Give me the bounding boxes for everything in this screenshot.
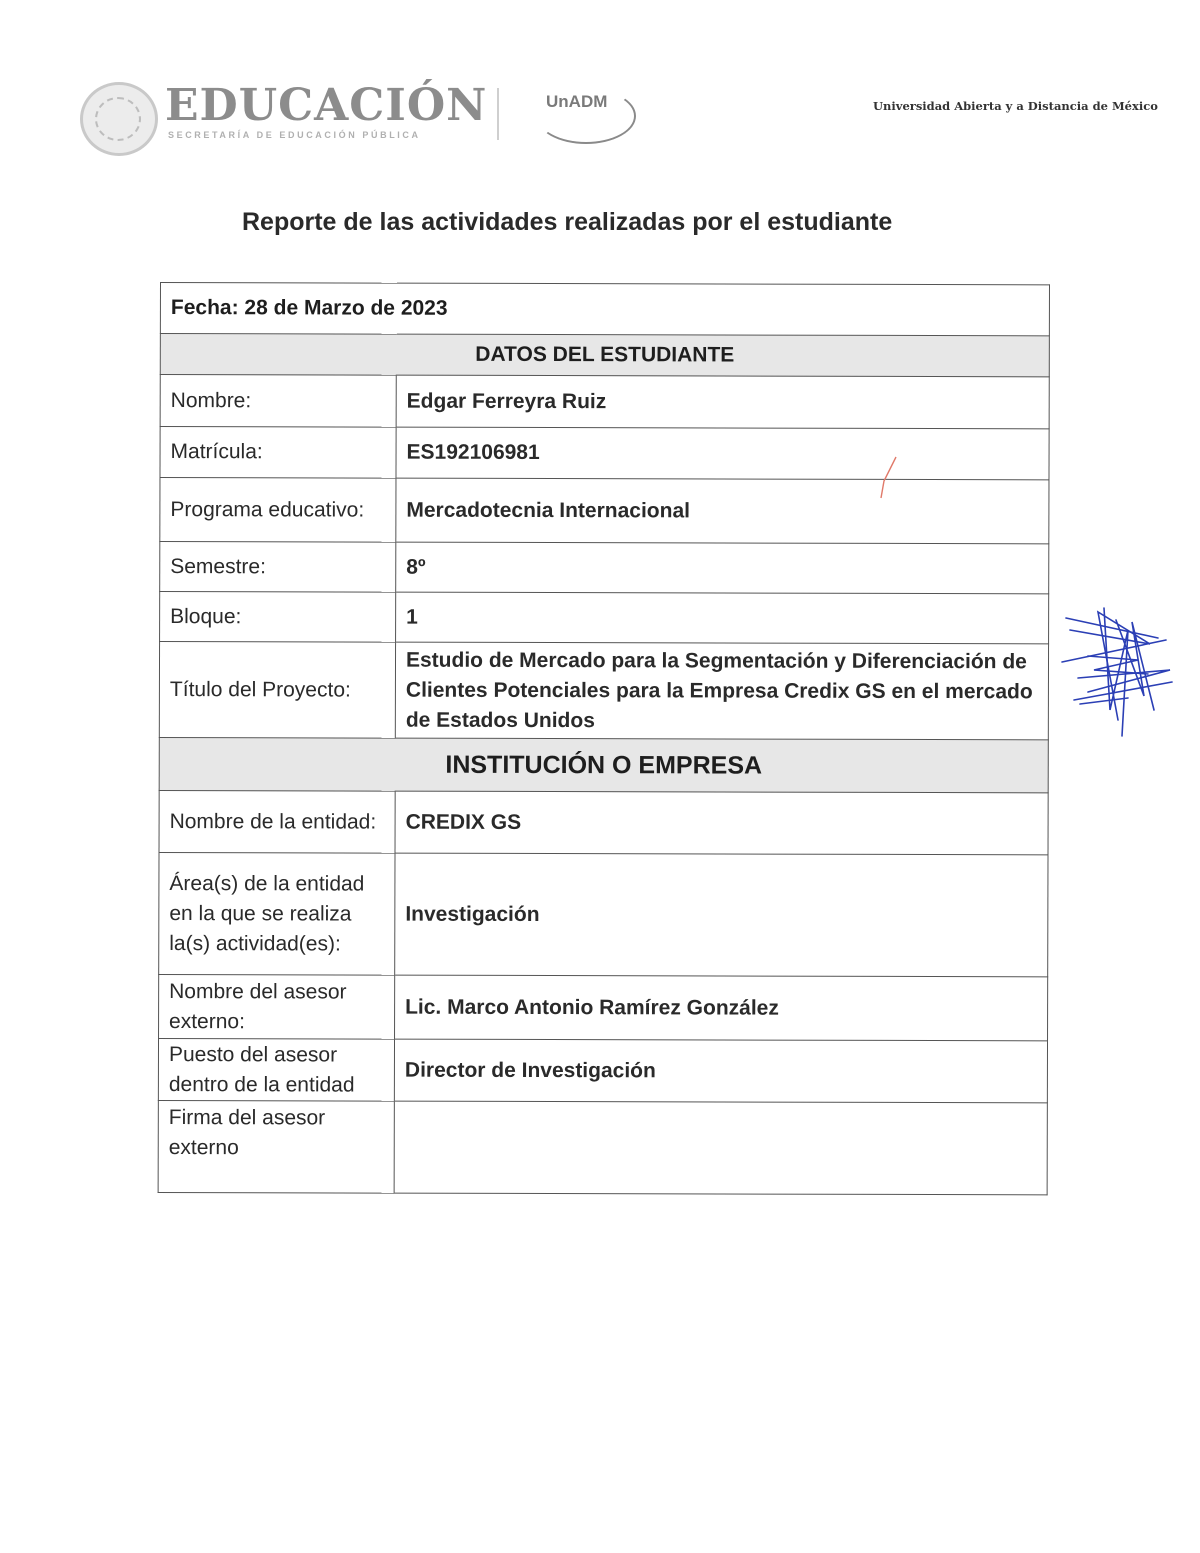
form-row-matricula — [160, 427, 1049, 480]
form-row-puesto — [158, 1038, 1047, 1102]
form-row-titulo — [159, 642, 1048, 740]
pen-mark-icon — [878, 455, 898, 500]
student-section-header — [160, 334, 1049, 377]
mexico-seal-icon — [80, 82, 158, 156]
row-label: Bloque: — [160, 592, 396, 643]
educacion-logo-subtitle: SECRETARÍA DE EDUCACIÓN PÚBLICA — [168, 130, 421, 140]
row-label: Semestre: — [160, 542, 396, 593]
signature-field — [394, 1101, 1047, 1195]
form-row-entidad — [159, 790, 1048, 854]
university-name: Universidad Abierta y a Distancia de México — [873, 99, 1158, 113]
row-label: Título del Proyecto: — [159, 642, 395, 739]
educacion-logo-title: EDUCACIÓN — [165, 80, 488, 131]
student-section-heading: DATOS DEL ESTUDIANTE — [160, 334, 1049, 377]
institution-section-header — [159, 737, 1048, 792]
handwritten-signature-icon — [1058, 600, 1176, 740]
row-value: 8º — [396, 542, 1049, 594]
date-row — [160, 283, 1049, 336]
document-title: Reporte de las actividades realizadas por el estudiante — [242, 208, 893, 236]
row-label: Nombre: — [160, 375, 396, 428]
form-row-programa — [160, 478, 1049, 544]
form-row-semestre — [160, 542, 1049, 594]
form-row-nombre — [160, 375, 1049, 429]
row-value: ES192106981 — [396, 427, 1049, 480]
row-label: Área(s) de la entidad en la que se realiza la(s) actividad(es): — [159, 852, 395, 975]
row-label: Matrícula: — [160, 427, 396, 479]
unadm-logo — [536, 86, 636, 144]
row-value: Lic. Marco Antonio Ramírez González — [395, 975, 1048, 1041]
row-label: Nombre de la entidad: — [159, 790, 395, 853]
form-row-bloque — [160, 592, 1049, 644]
institution-section-heading: INSTITUCIÓN O EMPRESA — [159, 737, 1048, 792]
form-row-firma — [158, 1100, 1047, 1194]
row-value: Mercadotecnia Internacional — [396, 478, 1049, 544]
row-value: 1 — [396, 592, 1049, 644]
page-header — [0, 0, 1200, 160]
row-label: Programa educativo: — [160, 478, 396, 543]
row-label: Nombre del asesor externo: — [159, 974, 395, 1039]
row-value: Edgar Ferreyra Ruiz — [396, 375, 1049, 429]
row-value: Director de Investigación — [394, 1039, 1047, 1103]
form-row-asesor — [159, 974, 1048, 1040]
logo-divider — [497, 88, 499, 140]
row-value: Estudio de Mercado para la Segmentación y Diferenciación de Clientes Potenciales para la Empresa Credix GS en el mercado de Estados Unidos — [395, 642, 1048, 740]
unadm-logo-text: UnADM — [546, 92, 608, 111]
date-cell: Fecha: 28 de Marzo de 2023 — [160, 283, 1049, 336]
report-form-table — [158, 282, 1050, 1195]
form-row-areas — [159, 852, 1048, 976]
row-label: Firma del asesor externo — [158, 1100, 394, 1193]
row-value: Investigación — [395, 853, 1048, 977]
row-label: Puesto del asesor dentro de la entidad — [158, 1038, 394, 1101]
row-value: CREDIX GS — [395, 791, 1048, 855]
